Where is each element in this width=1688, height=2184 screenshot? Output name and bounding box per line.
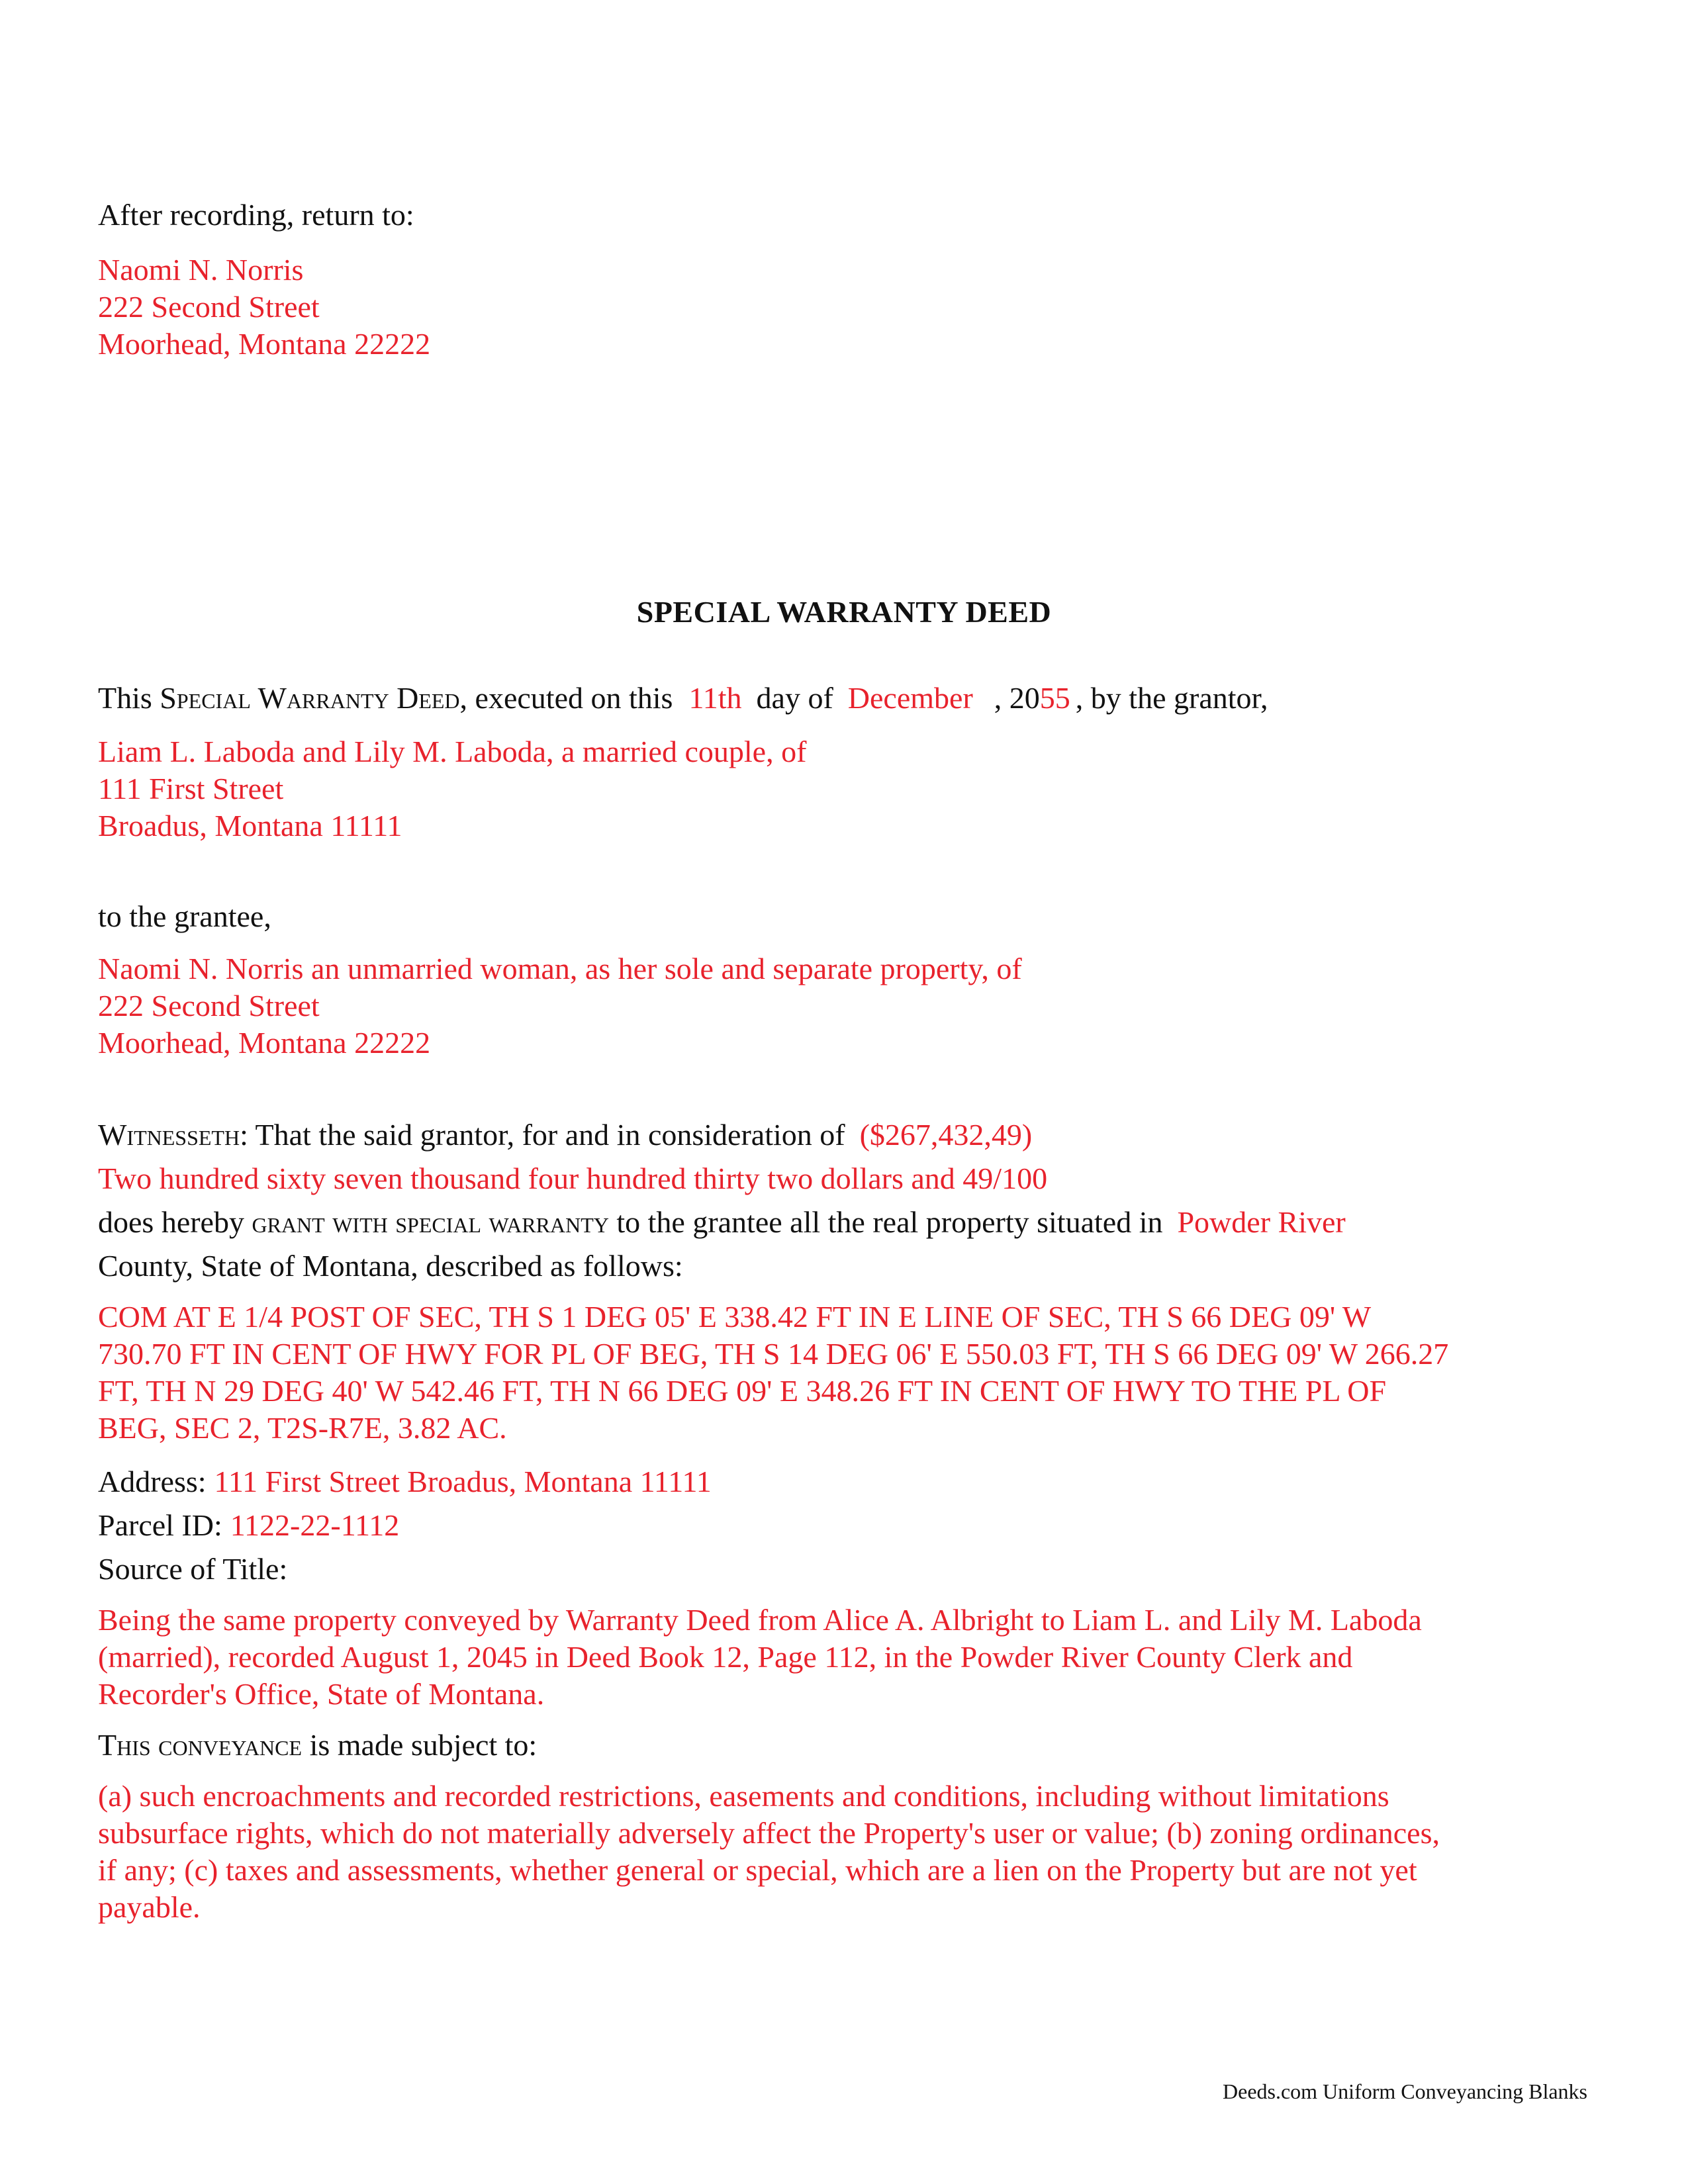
consideration-line bbox=[98, 1117, 1032, 1152]
source-of-title-label: Source of Title: bbox=[98, 1552, 288, 1586]
consideration-amount-words: Two hundred sixty seven thousand four hundred thirty two dollars and 49/100 bbox=[98, 1161, 1048, 1195]
execution-day: 11th bbox=[688, 681, 742, 715]
grantor-city: Broadus, Montana 11111 bbox=[98, 809, 402, 842]
grant-phrase: grant with special warranty bbox=[252, 1205, 609, 1239]
grantee-block bbox=[98, 950, 1587, 1062]
grant-line bbox=[98, 1205, 1346, 1240]
execution-line bbox=[98, 680, 1268, 715]
witnesseth-label: Witnesseth bbox=[98, 1118, 240, 1152]
conveyance-condition-line: subsurface rights, which do not materially adversely affect the Property's user or value; (b) zoning ordinances, bbox=[98, 1816, 1440, 1850]
legal-description-line: BEG, SEC 2, T2S-R7E, 3.82 AC. bbox=[98, 1411, 507, 1445]
legal-description-line: FT, TH N 29 DEG 40' W 542.46 FT, TH N 66 DEG 09' E 348.26 FT IN CENT OF HWY TO THE PL OF bbox=[98, 1374, 1387, 1408]
return-to-name: Naomi N. Norris bbox=[98, 253, 304, 287]
return-to-label: After recording, return to: bbox=[98, 198, 414, 232]
document-title: SPECIAL WARRANTY DEED bbox=[636, 595, 1052, 629]
year-suffix: 55 bbox=[1039, 681, 1070, 715]
parcel-label: Parcel ID: bbox=[98, 1508, 222, 1542]
by-grantor-text: , by the grantor, bbox=[1075, 681, 1268, 715]
return-to-city: Moorhead, Montana 22222 bbox=[98, 327, 431, 361]
execution-month: December bbox=[847, 681, 973, 715]
return-to-address bbox=[98, 251, 1587, 363]
source-of-title-line: (married), recorded August 1, 2045 in Deed Book 12, Page 112, in the Powder River County Clerk and bbox=[98, 1640, 1353, 1674]
footer-text: Deeds.com Uniform Conveyancing Blanks bbox=[1223, 2079, 1587, 2103]
legal-description-line: COM AT E 1/4 POST OF SEC, TH S 1 DEG 05' E 338.42 FT IN E LINE OF SEC, TH S 66 DEG 09' W bbox=[98, 1300, 1372, 1334]
legal-description bbox=[98, 1298, 1587, 1447]
legal-description-line: 730.70 FT IN CENT OF HWY FOR PL OF BEG, TH S 14 DEG 06' E 550.03 FT, TH S 66 DEG 09' W 266.27 bbox=[98, 1337, 1449, 1371]
conveyance-condition-line: if any; (c) taxes and assessments, whether general or special, which are a lien on the Property but are not yet bbox=[98, 1853, 1417, 1887]
address-value: 111 First Street Broadus, Montana 11111 bbox=[214, 1465, 712, 1498]
deed-name: Special Warranty Deed bbox=[160, 681, 460, 715]
consideration-text: : That the said grantor, for and in consideration of bbox=[240, 1118, 845, 1152]
grantee-names: Naomi N. Norris an unmarried woman, as her sole and separate property, of bbox=[98, 952, 1022, 985]
conveyance-label: This conveyance bbox=[98, 1728, 303, 1762]
grantor-street: 111 First Street bbox=[98, 772, 284, 805]
source-of-title-line: Recorder's Office, State of Montana. bbox=[98, 1677, 545, 1711]
executed-text: , executed on this bbox=[459, 681, 673, 715]
conveyance-label-rest: is made subject to: bbox=[302, 1728, 538, 1762]
conveyance-line bbox=[98, 1727, 537, 1762]
grantee-street: 222 Second Street bbox=[98, 989, 320, 1023]
execution-prefix: This bbox=[98, 681, 160, 715]
return-to-street: 222 Second Street bbox=[98, 290, 320, 324]
to-grantee-label: to the grantee, bbox=[98, 899, 271, 933]
grant-suffix: to the grantee all the real property situated in bbox=[608, 1205, 1163, 1239]
address-label: Address: bbox=[98, 1465, 207, 1498]
day-of-text: day of bbox=[756, 681, 833, 715]
county-name: Powder River bbox=[1177, 1205, 1346, 1239]
source-of-title-text bbox=[98, 1602, 1587, 1713]
county-line: County, State of Montana, described as follows: bbox=[98, 1249, 683, 1283]
grantor-block bbox=[98, 733, 1587, 844]
source-of-title-line: Being the same property conveyed by Warranty Deed from Alice A. Albright to Liam L. and Lily M. Laboda bbox=[98, 1603, 1422, 1637]
parcel-value: 1122-22-1112 bbox=[230, 1508, 400, 1542]
grantor-names: Liam L. Laboda and Lily M. Laboda, a married couple, of bbox=[98, 735, 807, 768]
grantee-city: Moorhead, Montana 22222 bbox=[98, 1026, 431, 1060]
conveyance-conditions bbox=[98, 1778, 1587, 1926]
address-line bbox=[98, 1464, 712, 1499]
conveyance-condition-line: payable. bbox=[98, 1890, 201, 1924]
conveyance-condition-line: (a) such encroachments and recorded restrictions, easements and conditions, including without limitations bbox=[98, 1779, 1389, 1813]
consideration-amount: ($267,432,49) bbox=[859, 1118, 1033, 1152]
year-prefix: , 20 bbox=[994, 681, 1040, 715]
grant-prefix: does hereby bbox=[98, 1205, 252, 1239]
parcel-line bbox=[98, 1508, 399, 1543]
